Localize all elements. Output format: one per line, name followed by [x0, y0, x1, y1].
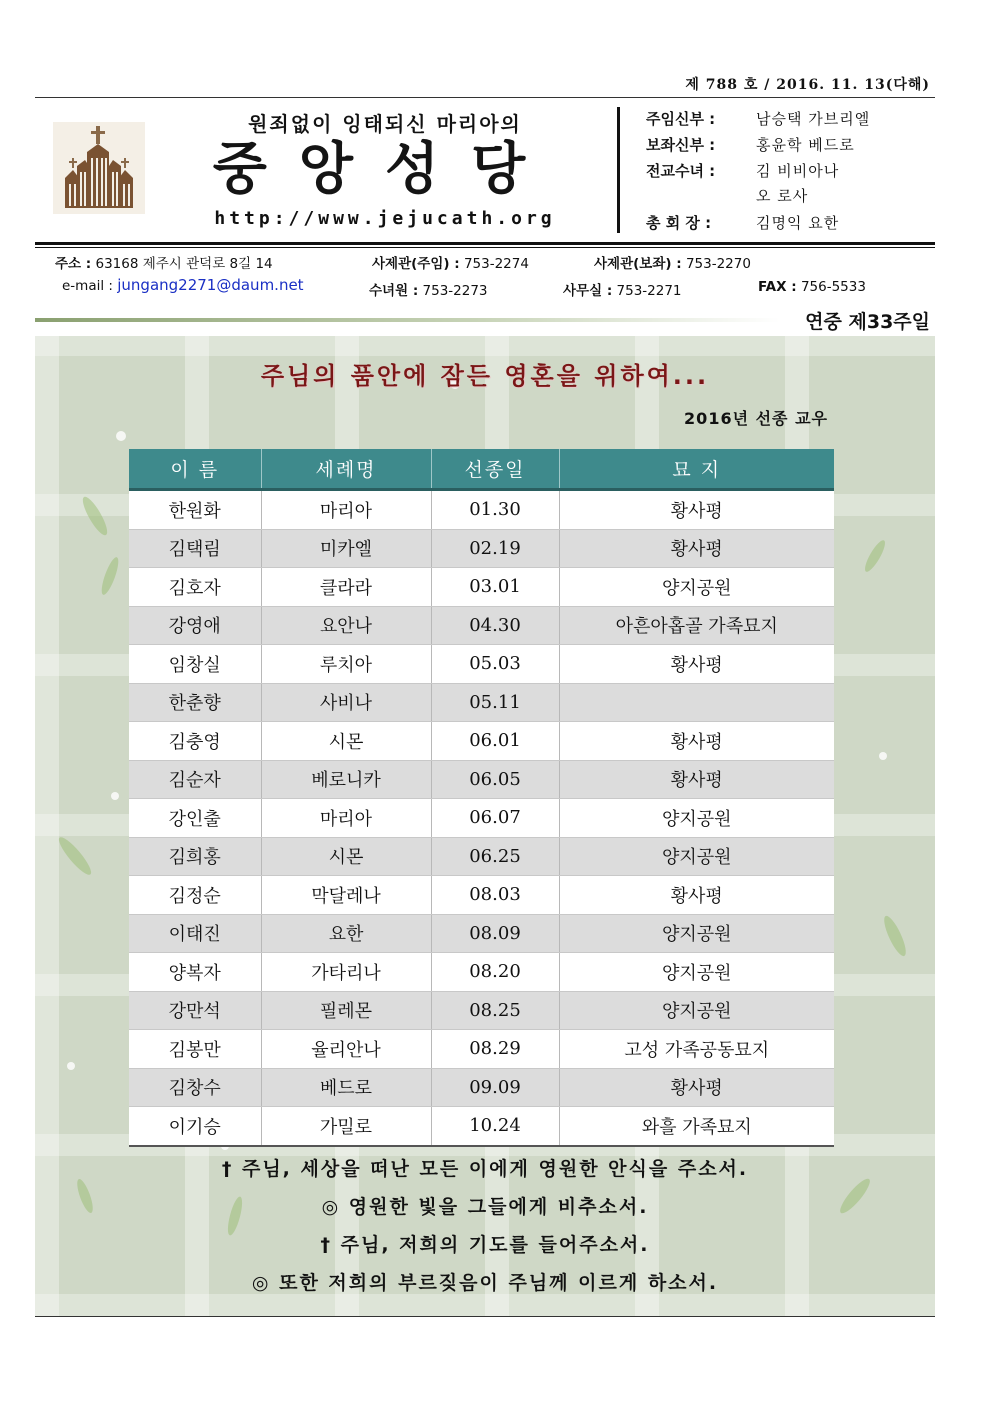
cell-cemetery: 황사평 [559, 529, 834, 568]
table-row [129, 529, 834, 568]
header-name: 이 름 [129, 449, 261, 490]
table-row [129, 914, 834, 953]
memorial-heading: 주님의 품안에 잠든 영혼을 위하여... [260, 362, 710, 390]
staff-assistant [646, 134, 855, 155]
cell-date-of-death: 08.09 [431, 914, 559, 953]
table-row [129, 606, 834, 645]
cell-date-of-death: 05.03 [431, 645, 559, 684]
cell-date-of-death: 04.30 [431, 606, 559, 645]
email [62, 276, 304, 294]
cell-name: 이기승 [129, 1107, 261, 1146]
section-rule [35, 318, 780, 322]
cell-name: 한춘향 [129, 683, 261, 722]
cell-date-of-death: 06.25 [431, 837, 559, 876]
fax-number [758, 279, 866, 295]
memorial-subheading: 2016년 선종 교우 [684, 409, 828, 428]
cell-date-of-death: 09.09 [431, 1068, 559, 1107]
table-row [129, 1068, 834, 1107]
cell-cemetery: 고성 가족공동묘지 [559, 1030, 834, 1069]
cell-date-of-death: 10.24 [431, 1107, 559, 1146]
office-value: 753-2271 [616, 283, 682, 299]
rectory-main-phone [372, 252, 529, 272]
prayer-line: † 주님, 세상을 떠난 모든 이에게 영원한 안식을 주소서. [221, 1158, 749, 1180]
rectory-assist-phone [594, 252, 751, 272]
rectory-assist-value: 753-2270 [685, 256, 751, 272]
header-date-of-death: 선종일 [431, 449, 559, 490]
cell-baptismal-name: 사비나 [261, 683, 431, 722]
table-row [129, 722, 834, 761]
staff-role: 보좌신부 : [646, 136, 716, 154]
fax-value: 756-5533 [800, 279, 866, 295]
table-row [129, 490, 834, 530]
staff-name: 오 로사 [756, 187, 809, 205]
cell-date-of-death: 08.29 [431, 1030, 559, 1069]
convent-label: 수녀원 : [369, 283, 419, 299]
masthead-rule-thin [35, 247, 935, 248]
cell-cemetery: 황사평 [559, 1068, 834, 1107]
prayer-line: † 주님, 저희의 기도를 들어주소서. [320, 1234, 650, 1256]
prayer-line: ◎ 영원한 빛을 그들에게 비추소서. [321, 1196, 649, 1218]
cell-baptismal-name: 시몬 [261, 722, 431, 761]
cell-date-of-death: 08.20 [431, 953, 559, 992]
cell-name: 이태진 [129, 914, 261, 953]
masthead-rule [35, 242, 935, 245]
table-header-row [129, 449, 834, 490]
cell-date-of-death: 08.25 [431, 991, 559, 1030]
cell-date-of-death: 01.30 [431, 490, 559, 530]
staff-sister-2 [646, 185, 808, 206]
liturgical-sunday: 연중 제33주일 [805, 311, 930, 333]
office-phone [563, 279, 682, 299]
cell-name: 김호자 [129, 568, 261, 607]
table-row [129, 568, 834, 607]
email-label: e-mail : [62, 278, 113, 294]
staff-name: 홍윤학 베드로 [756, 136, 855, 154]
cell-name: 강만석 [129, 991, 261, 1030]
staff-president [646, 212, 839, 233]
cell-name: 김창수 [129, 1068, 261, 1107]
cell-cemetery: 황사평 [559, 722, 834, 761]
cell-name: 김봉만 [129, 1030, 261, 1069]
top-rule [35, 97, 935, 98]
prayer-line: ◎ 또한 저희의 부르짖음이 주님께 이르게 하소서. [251, 1272, 719, 1294]
cell-date-of-death: 06.05 [431, 760, 559, 799]
table-body [129, 490, 834, 1146]
masthead-divider [617, 107, 620, 233]
header-baptismal-name: 세례명 [261, 449, 431, 490]
cell-cemetery: 황사평 [559, 645, 834, 684]
cell-name: 김순자 [129, 760, 261, 799]
staff-role: 주임신부 : [646, 110, 716, 128]
cell-baptismal-name: 요한 [261, 914, 431, 953]
cell-cemetery: 양지공원 [559, 837, 834, 876]
cell-cemetery: 황사평 [559, 490, 834, 530]
cell-cemetery: 와흘 가족묘지 [559, 1107, 834, 1146]
table-row [129, 799, 834, 838]
cell-baptismal-name: 마리아 [261, 799, 431, 838]
table-row [129, 837, 834, 876]
staff-role: 전교수녀 : [646, 162, 716, 180]
church-spires-icon [53, 122, 145, 214]
table-row [129, 876, 834, 915]
cell-baptismal-name: 필레몬 [261, 991, 431, 1030]
deceased-table [129, 449, 834, 1147]
table-row [129, 645, 834, 684]
address-label: 주소 : [55, 256, 92, 272]
rectory-main-value: 753-2274 [463, 256, 529, 272]
staff-sister [646, 160, 839, 181]
cell-name: 김희홍 [129, 837, 261, 876]
cell-date-of-death: 08.03 [431, 876, 559, 915]
cell-baptismal-name: 마리아 [261, 490, 431, 530]
convent-value: 753-2273 [422, 283, 488, 299]
staff-name: 김 비비아나 [756, 162, 840, 180]
cell-baptismal-name: 클라라 [261, 568, 431, 607]
cell-baptismal-name: 베로니카 [261, 760, 431, 799]
cell-cemetery: 아흔아홉골 가족묘지 [559, 606, 834, 645]
cell-baptismal-name: 루치아 [261, 645, 431, 684]
cell-cemetery: 황사평 [559, 876, 834, 915]
cell-date-of-death: 05.11 [431, 683, 559, 722]
fax-label: FAX : [758, 279, 797, 295]
table-row [129, 1030, 834, 1069]
cell-name: 김정순 [129, 876, 261, 915]
cell-cemetery: 양지공원 [559, 991, 834, 1030]
cell-baptismal-name: 베드로 [261, 1068, 431, 1107]
bottom-rule [35, 1316, 935, 1317]
cell-date-of-death: 02.19 [431, 529, 559, 568]
email-link[interactable]: jungang2271@daum.net [117, 276, 304, 294]
cell-baptismal-name: 막달레나 [261, 876, 431, 915]
staff-name: 김명익 요한 [756, 214, 840, 232]
cell-name: 김택림 [129, 529, 261, 568]
address-value: 63168 제주시 관덕로 8길 14 [95, 256, 273, 272]
cell-baptismal-name: 율리안나 [261, 1030, 431, 1069]
table-row [129, 991, 834, 1030]
table-row [129, 1107, 834, 1146]
cell-baptismal-name: 미카엘 [261, 529, 431, 568]
staff-pastor [646, 108, 870, 129]
cell-name: 양복자 [129, 953, 261, 992]
cell-name: 한원화 [129, 490, 261, 530]
website-url[interactable]: http://www.jejucath.org [214, 208, 556, 229]
cell-name: 임창실 [129, 645, 261, 684]
cell-name: 강인출 [129, 799, 261, 838]
cell-baptismal-name: 시몬 [261, 837, 431, 876]
cell-name: 강영애 [129, 606, 261, 645]
table-row [129, 760, 834, 799]
cell-date-of-death: 03.01 [431, 568, 559, 607]
convent-phone [369, 279, 488, 299]
rectory-main-label: 사제관(주임) : [372, 256, 460, 272]
cell-baptismal-name: 요안나 [261, 606, 431, 645]
table-row [129, 683, 834, 722]
cell-baptismal-name: 가타리나 [261, 953, 431, 992]
cell-baptismal-name: 가밀로 [261, 1107, 431, 1146]
table-row [129, 953, 834, 992]
parish-title: 중앙성당 [212, 137, 558, 202]
cell-date-of-death: 06.01 [431, 722, 559, 761]
issue-number: 제 788 호 / 2016. 11. 13(다해) [685, 77, 930, 93]
staff-role: 총 회 장 : [646, 214, 712, 232]
cell-name: 김충영 [129, 722, 261, 761]
masthead-subtitle: 원죄없이 잉태되신 마리아의 [248, 112, 522, 136]
cell-cemetery [559, 683, 834, 722]
rectory-assist-label: 사제관(보좌) : [594, 256, 682, 272]
cell-cemetery: 양지공원 [559, 799, 834, 838]
cell-cemetery: 양지공원 [559, 568, 834, 607]
header-cemetery: 묘 지 [559, 449, 834, 490]
cell-cemetery: 양지공원 [559, 914, 834, 953]
address [55, 252, 273, 272]
office-label: 사무실 : [563, 283, 613, 299]
cell-cemetery: 양지공원 [559, 953, 834, 992]
cell-cemetery: 황사평 [559, 760, 834, 799]
staff-name: 남승택 가브리엘 [756, 110, 871, 128]
cell-date-of-death: 06.07 [431, 799, 559, 838]
